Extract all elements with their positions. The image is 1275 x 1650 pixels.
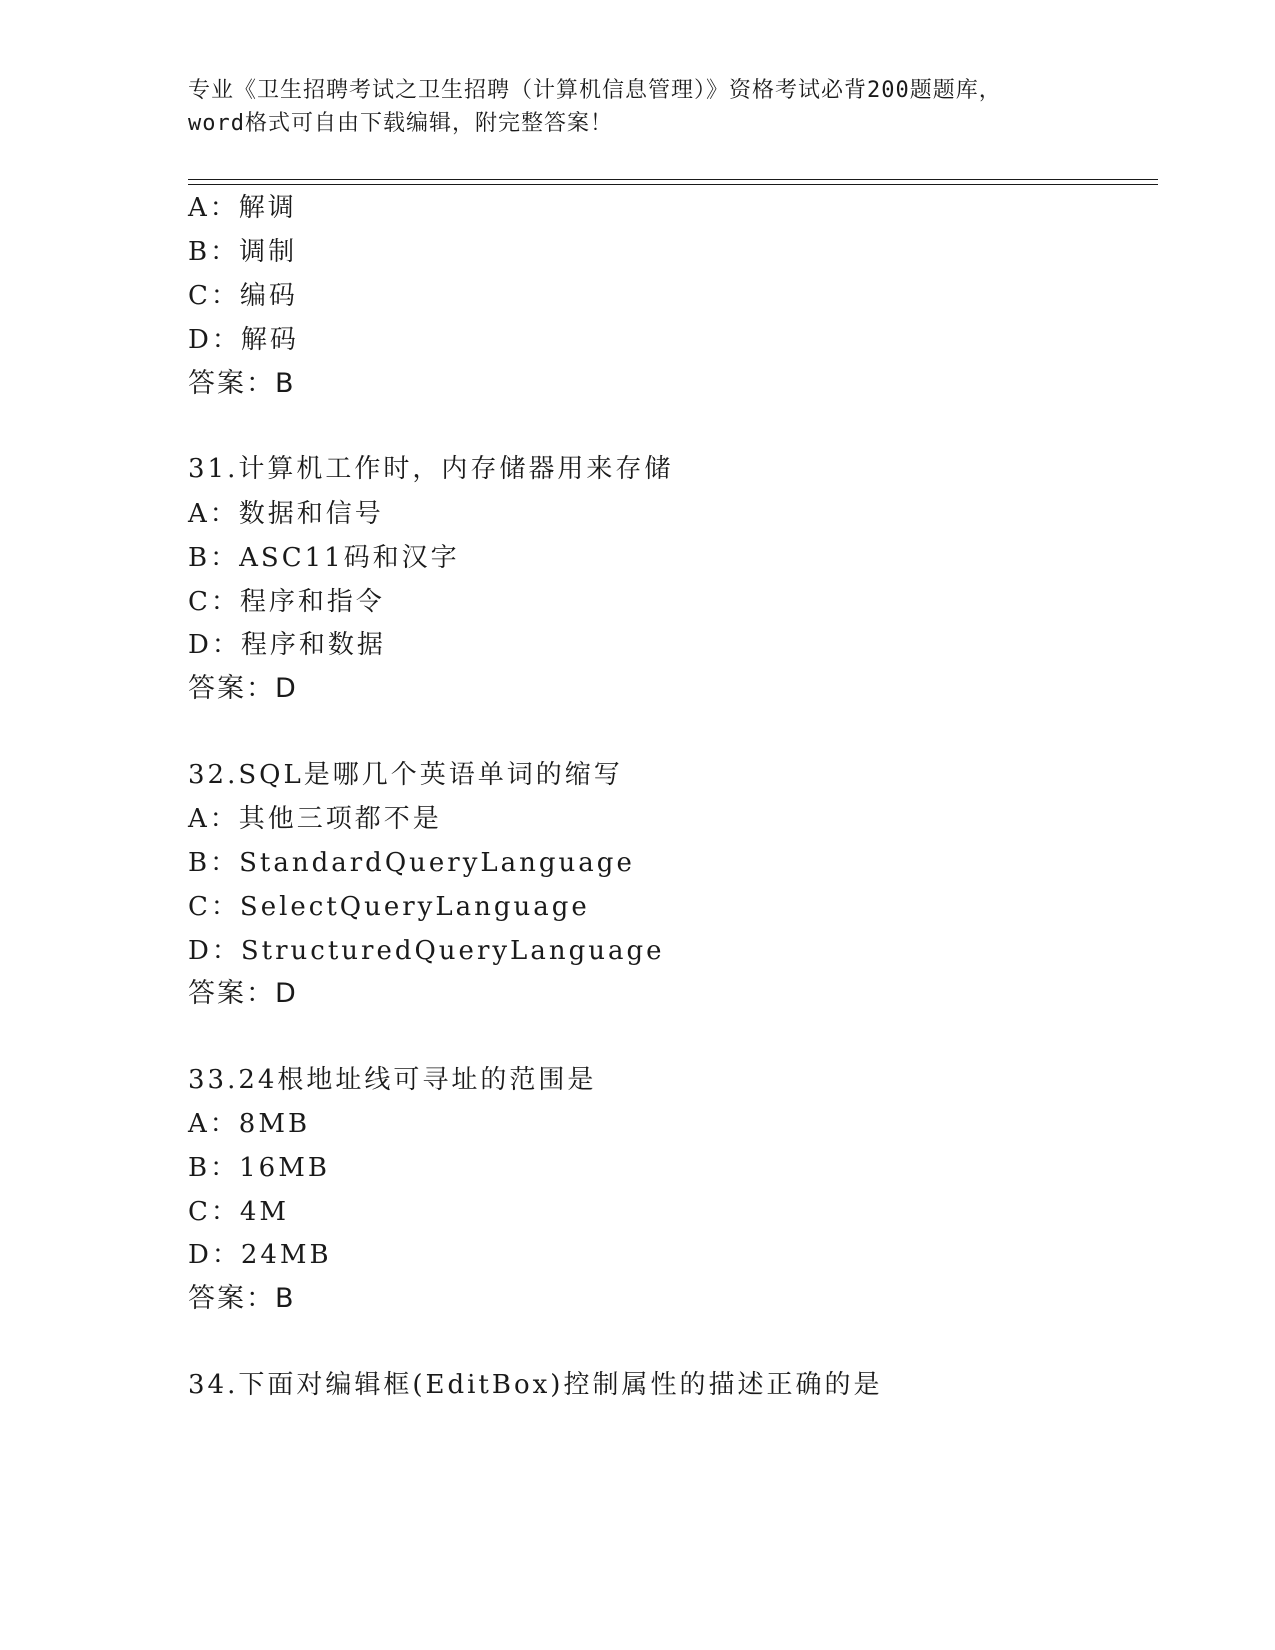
q31-option-c: C：程序和指令 bbox=[188, 587, 385, 617]
q30-option-b: B：调制 bbox=[188, 237, 298, 267]
q30-option-c: C：编码 bbox=[188, 281, 298, 311]
q30-option-d: D：解码 bbox=[188, 325, 299, 355]
q32-question: 32.SQL是哪几个英语单词的缩写 bbox=[188, 760, 623, 790]
q32-option-a: A：其他三项都不是 bbox=[188, 804, 442, 834]
q31-question: 31.计算机工作时，内存储器用来存储 bbox=[188, 454, 674, 484]
q30-answer: 答案：B bbox=[188, 368, 296, 399]
q32-option-b: B：StandardQueryLanguage bbox=[188, 848, 635, 878]
q32-option-c: C：SelectQueryLanguage bbox=[188, 892, 590, 922]
q33-option-d: D：24MB bbox=[188, 1240, 332, 1270]
q33-answer: 答案：B bbox=[188, 1283, 296, 1314]
q33-option-a: A：8MB bbox=[188, 1109, 311, 1139]
header-title-line-2: word格式可自由下载编辑，附完整答案！ bbox=[188, 111, 613, 136]
header-divider-top bbox=[188, 179, 1158, 180]
q33-option-b: B：16MB bbox=[188, 1153, 330, 1183]
q32-option-d: D：StructuredQueryLanguage bbox=[188, 936, 665, 966]
q31-option-d: D：程序和数据 bbox=[188, 630, 386, 660]
header-divider-bottom bbox=[188, 184, 1158, 185]
q32-answer: 答案：D bbox=[188, 978, 298, 1009]
q31-option-a: A：数据和信号 bbox=[188, 499, 384, 529]
document-header bbox=[188, 74, 1088, 140]
q31-answer: 答案：D bbox=[188, 673, 298, 704]
q30-option-a: A：解调 bbox=[188, 193, 297, 223]
q33-question: 33.24根地址线可寻址的范围是 bbox=[188, 1065, 597, 1095]
q33-option-c: C：4M bbox=[188, 1197, 290, 1227]
header-title-line-1: 专业《卫生招聘考试之卫生招聘（计算机信息管理）》资格考试必背200题题库， bbox=[188, 78, 1002, 103]
q31-option-b: B：ASC11码和汉字 bbox=[188, 543, 460, 573]
q34-question: 34.下面对编辑框(EditBox)控制属性的描述正确的是 bbox=[188, 1370, 883, 1400]
